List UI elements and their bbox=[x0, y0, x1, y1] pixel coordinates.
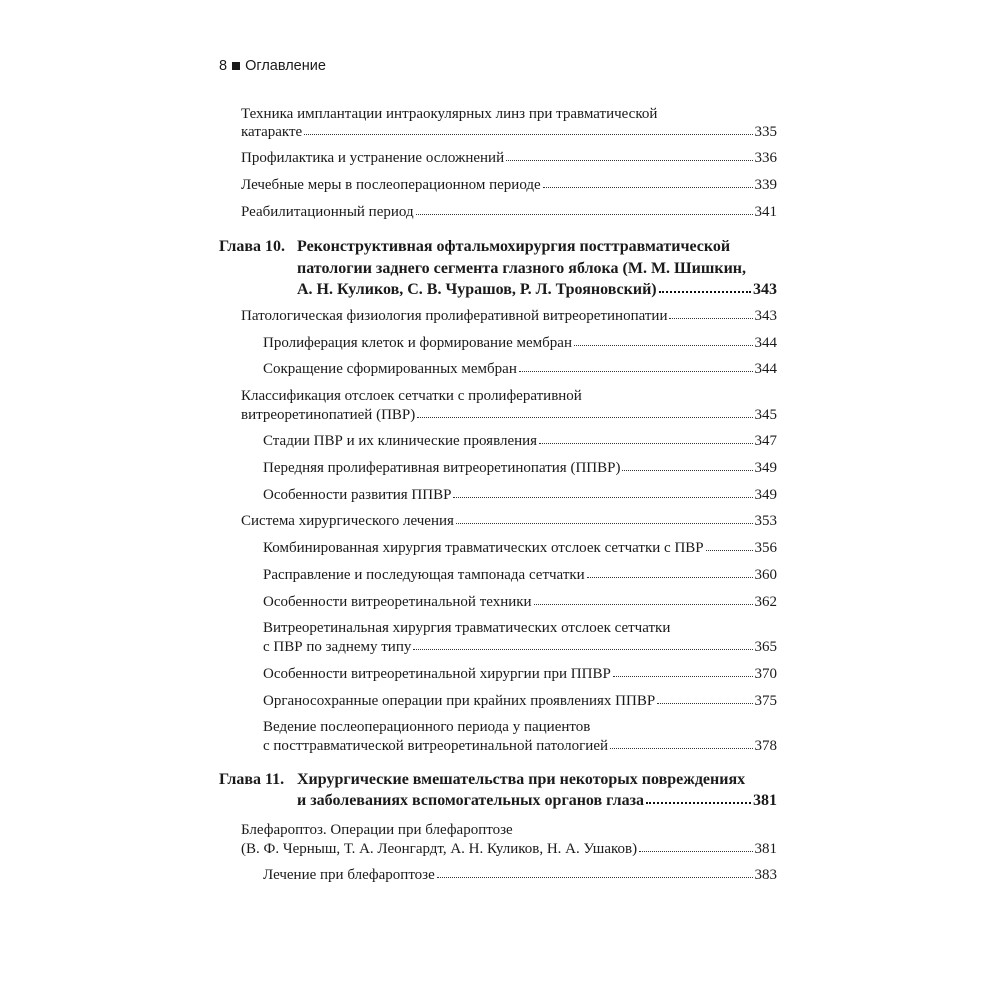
toc-page-number: 375 bbox=[754, 693, 777, 709]
toc-entry-text: Профилактика и устранение осложнений bbox=[241, 150, 505, 166]
leader-dots bbox=[543, 187, 753, 188]
leader-dots bbox=[413, 649, 752, 650]
toc-entry-text: Ведение послеоперационного периода у пациентов bbox=[263, 719, 591, 735]
page-number: 8 bbox=[219, 58, 228, 74]
leader-dots bbox=[646, 802, 751, 804]
leader-dots bbox=[453, 497, 752, 498]
leader-dots bbox=[613, 676, 753, 677]
chapter-number: Глава 11. bbox=[219, 771, 285, 788]
toc-entry[interactable] bbox=[241, 405, 777, 425]
toc-entry-text: Техника имплантации интраокулярных линз при травматической bbox=[241, 106, 658, 122]
toc-entry-text: Витреоретинальная хирургия травматических отслоек сетчатки bbox=[263, 620, 671, 636]
toc-entry[interactable] bbox=[263, 664, 777, 684]
toc-entry-text: (В. Ф. Черныш, Т. А. Леонгардт, А. Н. Куликов, Н. А. Ушаков) bbox=[241, 841, 638, 857]
toc-entry[interactable] bbox=[263, 865, 777, 885]
toc-entry-text: Сокращение сформированных мембран bbox=[263, 361, 517, 377]
toc-entry-text: Передняя пролиферативная витреоретинопатия (ППВР) bbox=[263, 460, 621, 476]
toc-entry-text: Реабилитационный период bbox=[241, 204, 414, 220]
toc-page-number: 349 bbox=[754, 487, 777, 503]
toc-entry[interactable] bbox=[263, 538, 777, 558]
toc-entry[interactable] bbox=[263, 359, 777, 379]
toc-entry[interactable] bbox=[241, 202, 777, 222]
toc-entry-text: Особенности развития ППВР bbox=[263, 487, 452, 503]
leader-dots bbox=[657, 703, 752, 704]
toc-page-number: 349 bbox=[754, 460, 777, 476]
chapter-title: А. Н. Куликов, С. В. Чурашов, Р. Л. Трояновский) bbox=[297, 281, 657, 298]
toc-page-number: 336 bbox=[754, 150, 777, 166]
chapter-title[interactable]: патологии заднего сегмента глазного яблока (М. М. Шишкин, bbox=[297, 260, 746, 277]
leader-dots bbox=[304, 134, 752, 135]
chapter-title[interactable]: Хирургические вмешательства при некоторых повреждениях bbox=[297, 771, 746, 788]
toc-page-number: 345 bbox=[754, 407, 777, 423]
toc-entry[interactable] bbox=[263, 637, 777, 657]
toc-page-number: 344 bbox=[754, 361, 777, 377]
toc-entry-text: Патологическая физиология пролиферативной витреоретинопатии bbox=[241, 308, 668, 324]
toc-entry-text: Стадии ПВР и их клинические проявления bbox=[263, 433, 538, 449]
toc-entry-text: Комбинированная хирургия травматических отслоек сетчатки с ПВР bbox=[263, 540, 704, 556]
toc-entry[interactable] bbox=[241, 122, 777, 142]
leader-dots bbox=[456, 523, 753, 524]
toc-page-number: 353 bbox=[754, 513, 777, 529]
toc-entry[interactable] bbox=[241, 175, 777, 195]
toc-entry[interactable] bbox=[263, 565, 777, 585]
toc-entry-text: Система хирургического лечения bbox=[241, 513, 454, 529]
leader-dots bbox=[659, 291, 751, 293]
toc-page-number: 344 bbox=[754, 335, 777, 351]
toc-entry[interactable] bbox=[263, 458, 777, 478]
leader-dots bbox=[574, 345, 753, 346]
toc-entry[interactable] bbox=[263, 431, 777, 451]
toc-entry-text: Особенности витреоретинальной хирургии при ППВР bbox=[263, 666, 611, 682]
toc-entry[interactable] bbox=[263, 333, 777, 353]
leader-dots bbox=[437, 877, 753, 878]
toc-entry[interactable] bbox=[263, 485, 777, 505]
toc-page-number: 383 bbox=[754, 867, 777, 883]
toc-entry-text: Органосохранные операции при крайних проявлениях ППВР bbox=[263, 693, 656, 709]
toc-entry[interactable] bbox=[263, 736, 777, 756]
toc-entry-text: Блефароптоз. Операции при блефароптозе bbox=[241, 822, 513, 838]
toc-entry[interactable] bbox=[241, 148, 777, 168]
leader-dots bbox=[417, 417, 752, 418]
toc-entry-text: с ПВР по заднему типу bbox=[263, 639, 412, 655]
toc-entry[interactable] bbox=[263, 691, 777, 711]
toc-entry-text: катаракте bbox=[241, 124, 303, 140]
toc-entry-text: Особенности витреоретинальной техники bbox=[263, 594, 532, 610]
chapter-title: и заболеваниях вспомогательных органов глаза bbox=[297, 792, 645, 809]
leader-dots bbox=[416, 214, 753, 215]
toc-page-number: 370 bbox=[754, 666, 777, 682]
toc-page-number: 356 bbox=[754, 540, 777, 556]
toc-entry-text: с посттравматической витреоретинальной патологией bbox=[263, 738, 609, 754]
toc-page-number: 335 bbox=[754, 124, 777, 140]
leader-dots bbox=[706, 550, 753, 551]
toc-entry[interactable] bbox=[241, 839, 777, 859]
leader-dots bbox=[534, 604, 753, 605]
toc-entry-text: Расправление и последующая тампонада сетчатки bbox=[263, 567, 585, 583]
leader-dots bbox=[539, 443, 752, 444]
leader-dots bbox=[506, 160, 752, 161]
toc-page-number: 378 bbox=[754, 738, 777, 754]
toc-entry-text: витреоретинопатией (ПВР) bbox=[241, 407, 416, 423]
leader-dots bbox=[610, 748, 752, 749]
toc-page-number: 381 bbox=[754, 841, 777, 857]
toc-page-number: 341 bbox=[754, 204, 777, 220]
toc-entry-text: Классификация отслоек сетчатки с пролиферативной bbox=[241, 388, 582, 404]
toc-page-number: 360 bbox=[754, 567, 777, 583]
toc-entry[interactable] bbox=[297, 791, 777, 811]
toc-entry-text: Лечение при блефароптозе bbox=[263, 867, 435, 883]
toc-entry[interactable] bbox=[241, 306, 777, 326]
leader-dots bbox=[622, 470, 752, 471]
toc-page-number: 381 bbox=[753, 792, 777, 809]
toc-page-number: 347 bbox=[754, 433, 777, 449]
toc-entry[interactable] bbox=[263, 592, 777, 612]
leader-dots bbox=[519, 371, 753, 372]
leader-dots bbox=[587, 577, 753, 578]
toc-entry[interactable] bbox=[297, 280, 777, 300]
chapter-title[interactable]: Реконструктивная офтальмохирургия посттравматической bbox=[297, 238, 731, 255]
leader-dots bbox=[669, 318, 752, 319]
chapter-number: Глава 10. bbox=[219, 238, 285, 255]
toc-page-number: 343 bbox=[754, 308, 777, 324]
toc-page-number: 365 bbox=[754, 639, 777, 655]
toc-entry-text: Лечебные меры в послеоперационном периоде bbox=[241, 177, 541, 193]
leader-dots bbox=[639, 851, 752, 852]
toc-page-number: 362 bbox=[754, 594, 777, 610]
section-title: Оглавление bbox=[245, 58, 326, 74]
toc-entry-text: Пролиферация клеток и формирование мембран bbox=[263, 335, 572, 351]
toc-page-number: 339 bbox=[754, 177, 777, 193]
toc-page-number: 343 bbox=[753, 281, 777, 298]
toc-entry[interactable] bbox=[241, 511, 777, 531]
